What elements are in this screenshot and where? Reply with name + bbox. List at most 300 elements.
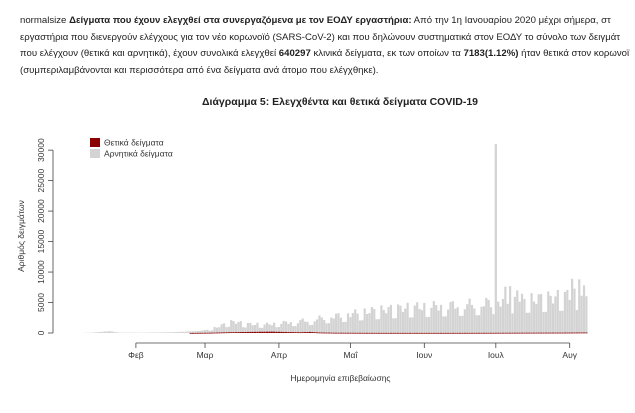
positive-bar xyxy=(402,333,404,334)
positive-bar xyxy=(447,333,449,334)
negative-bar xyxy=(213,327,215,333)
x-axis-label: Ημερομηνία επιβεβαίωσης xyxy=(290,373,391,383)
positive-bar xyxy=(314,332,316,333)
positive-bar xyxy=(547,333,549,334)
negative-bar xyxy=(492,314,494,333)
positive-bar xyxy=(581,333,583,334)
positive-bar xyxy=(359,333,361,334)
negative-bar xyxy=(111,332,113,333)
positive-bar xyxy=(244,332,246,333)
negative-bar xyxy=(211,330,213,333)
negative-bar xyxy=(299,320,301,333)
negative-bar xyxy=(390,305,392,333)
negative-bar xyxy=(256,323,258,333)
positive-bar xyxy=(395,333,397,334)
positive-bar xyxy=(407,333,409,334)
negative-bar xyxy=(228,327,230,333)
positive-bar xyxy=(352,333,354,334)
positive-bar xyxy=(197,333,199,334)
positive-bar xyxy=(480,333,482,334)
negative-bar xyxy=(194,331,196,333)
positive-bar xyxy=(254,332,256,333)
total-samples-value: 640297 xyxy=(278,48,311,59)
negative-bar xyxy=(454,309,456,333)
positive-bar xyxy=(504,333,506,334)
positive-bar xyxy=(297,332,299,333)
negative-bar xyxy=(247,323,249,333)
negative-bar xyxy=(166,332,168,333)
x-tick-label: Μαΐ xyxy=(343,350,358,360)
negative-bar xyxy=(530,293,532,333)
positive-bar xyxy=(316,332,318,333)
positive-bar xyxy=(423,333,425,334)
negative-bar xyxy=(511,313,513,333)
positive-bar xyxy=(578,333,580,334)
negative-bar xyxy=(392,318,394,333)
negative-bar xyxy=(116,332,118,333)
positive-bar xyxy=(311,332,313,333)
positive-bar xyxy=(392,333,394,334)
negative-bar xyxy=(306,322,308,333)
negative-bar xyxy=(159,332,161,333)
negative-bar xyxy=(383,310,385,333)
negative-bar xyxy=(378,319,380,333)
negative-bar xyxy=(504,287,506,333)
positive-bar xyxy=(459,333,461,334)
positive-bar xyxy=(378,333,380,334)
positive-bar xyxy=(561,333,563,334)
negative-bar xyxy=(359,320,361,333)
positive-bar xyxy=(573,333,575,334)
negative-bar xyxy=(404,309,406,333)
positive-samples-value: 7183(1.12%) xyxy=(463,48,519,59)
positive-bar xyxy=(206,333,208,334)
positive-bar xyxy=(228,332,230,333)
negative-bars xyxy=(85,144,588,333)
negative-bar xyxy=(423,303,425,333)
negative-bar xyxy=(221,324,223,333)
positive-bar xyxy=(325,333,327,334)
negative-bar xyxy=(292,326,294,333)
negative-bar xyxy=(519,302,521,333)
y-tick-label: 0 xyxy=(36,330,46,336)
negative-bar xyxy=(488,300,490,333)
negative-bar xyxy=(457,307,459,333)
y-tick-label: 15000 xyxy=(36,229,46,254)
paragraph-line-3-b: κλινικά δείγματα, εκ των οποίων τα xyxy=(310,48,464,59)
positive-bar xyxy=(230,332,232,333)
negative-bar xyxy=(335,314,337,333)
negative-bar xyxy=(402,312,404,333)
positive-bar xyxy=(516,333,518,334)
positive-bar xyxy=(290,332,292,333)
negative-bar xyxy=(552,303,554,333)
positive-bar xyxy=(335,333,337,334)
paragraph-line-3-c: ήταν θετικά στον κορωνοϊ xyxy=(518,48,630,59)
positive-bar xyxy=(323,333,325,334)
negative-bar xyxy=(376,319,378,333)
negative-bar xyxy=(438,311,440,333)
positive-bar xyxy=(585,333,587,334)
negative-bar xyxy=(297,323,299,333)
positive-bar xyxy=(283,332,285,333)
negative-bar xyxy=(559,311,561,333)
negative-bar xyxy=(230,320,232,333)
positive-bar xyxy=(557,333,559,334)
positive-bar xyxy=(192,333,194,334)
positive-bar xyxy=(390,333,392,334)
positive-bar xyxy=(559,333,561,334)
chart-title: Διάγραμμα 5: Ελεγχθέντα και θετικά δείγματα COVID-19 xyxy=(201,96,479,108)
paragraph-prefix: normalsize xyxy=(20,15,70,26)
positive-bar xyxy=(511,333,513,334)
negative-bar xyxy=(433,301,435,333)
negative-bar xyxy=(204,330,206,333)
negative-bar xyxy=(523,299,525,333)
negative-bar xyxy=(395,318,397,333)
positive-bar xyxy=(285,332,287,333)
negative-bar xyxy=(507,304,509,333)
negative-bar xyxy=(440,305,442,333)
paragraph-line-2: εργαστήρια που διενεργούν ελέγχους για τον νέο κορωνοϊό (SARS-CoV-2) και που δηλώνουν συστηματικά στον ΕΟΔΥ το σύνολο των δειγμάτ xyxy=(20,31,621,43)
negative-bar xyxy=(206,330,208,333)
negative-bar xyxy=(442,316,444,333)
negative-bar xyxy=(495,144,497,333)
negative-bar xyxy=(342,322,344,333)
negative-bar xyxy=(502,299,504,333)
positive-bar xyxy=(249,332,251,333)
positive-bar xyxy=(204,333,206,334)
positive-bar xyxy=(569,333,571,334)
positive-bar xyxy=(280,332,282,333)
negative-bar xyxy=(340,318,342,333)
negative-bar xyxy=(466,304,468,333)
negative-bar xyxy=(352,313,354,333)
positive-bar xyxy=(399,333,401,334)
negative-bar xyxy=(535,304,537,333)
positive-bar xyxy=(414,333,416,334)
negative-bar xyxy=(156,332,158,333)
positive-bar xyxy=(473,333,475,334)
positive-bar xyxy=(535,333,537,334)
paragraph-line-1-rest: Από την 1η Ιανουαρίου 2020 μέχρι σήμερα, στ xyxy=(411,15,611,26)
negative-bar xyxy=(368,313,370,333)
positive-bar xyxy=(318,333,320,334)
positive-bar xyxy=(421,333,423,334)
negative-bar xyxy=(187,332,189,333)
positive-bar xyxy=(454,333,456,334)
negative-bar xyxy=(266,323,268,333)
negative-bar xyxy=(578,279,580,333)
negative-bar xyxy=(566,290,568,333)
x-tick-label: Αυγ xyxy=(562,350,578,360)
positive-bar xyxy=(469,333,471,334)
positive-bar xyxy=(466,333,468,334)
chart-legend xyxy=(90,138,173,159)
positive-bar xyxy=(514,333,516,334)
negative-bar xyxy=(106,331,108,333)
negative-bar xyxy=(316,319,318,333)
negative-bar xyxy=(445,316,447,333)
negative-bar xyxy=(514,297,516,333)
negative-bar xyxy=(554,296,556,333)
negative-bar xyxy=(304,322,306,333)
positive-bar xyxy=(507,333,509,334)
positive-bar xyxy=(328,333,330,334)
negative-bar xyxy=(469,299,471,333)
positive-bar xyxy=(445,333,447,334)
negative-bar xyxy=(190,331,192,333)
positive-bar xyxy=(566,333,568,334)
positive-bar xyxy=(330,333,332,334)
positive-bar xyxy=(373,333,375,334)
negative-bar xyxy=(373,309,375,333)
negative-bar xyxy=(533,302,535,333)
chart-axes xyxy=(16,138,578,383)
negative-bar xyxy=(233,321,235,333)
y-tick-label: 5000 xyxy=(36,293,46,312)
positive-bar xyxy=(485,333,487,334)
negative-bar xyxy=(385,313,387,333)
positive-bar xyxy=(495,333,497,334)
negative-bar xyxy=(318,315,320,333)
positive-bar xyxy=(213,333,215,334)
positive-bar xyxy=(266,332,268,333)
negative-bar xyxy=(264,324,266,333)
legend-label: Θετικά δείγματα xyxy=(104,137,164,148)
positive-bar xyxy=(476,333,478,334)
positive-bar xyxy=(442,333,444,334)
positive-bar xyxy=(361,333,363,334)
negative-bar xyxy=(240,321,242,333)
negative-bar xyxy=(113,332,115,333)
positive-bar xyxy=(294,332,296,333)
negative-bar xyxy=(569,300,571,333)
positive-bar xyxy=(521,333,523,334)
negative-bar xyxy=(528,313,530,333)
negative-bar xyxy=(314,321,316,333)
positive-bar xyxy=(387,333,389,334)
positive-bar xyxy=(409,333,411,334)
positive-bar xyxy=(302,332,304,333)
positive-bar xyxy=(538,333,540,334)
negative-bar xyxy=(345,322,347,333)
positive-bar xyxy=(304,332,306,333)
positive-bar xyxy=(519,333,521,334)
negative-bar xyxy=(209,331,211,333)
positive-bar xyxy=(449,333,451,334)
negative-bar xyxy=(550,296,552,333)
negative-bar xyxy=(325,323,327,333)
negative-bar xyxy=(178,332,180,333)
positive-bar xyxy=(371,333,373,334)
positive-bar xyxy=(349,333,351,334)
negative-bar xyxy=(302,319,304,333)
negative-bar xyxy=(452,301,454,333)
x-tick-label: Μαρ xyxy=(196,350,214,360)
positive-bar xyxy=(397,333,399,334)
positive-bar xyxy=(275,332,277,333)
positive-bar xyxy=(478,333,480,334)
negative-bar xyxy=(192,331,194,333)
paragraph-heading: Δείγματα που έχουν ελεγχθεί στα συνεργαζόμενα με τον ΕΟΔΥ εργαστήρια: xyxy=(69,15,412,26)
positive-bar xyxy=(278,332,280,333)
positive-bar xyxy=(550,333,552,334)
positive-bar xyxy=(526,333,528,334)
negative-bar xyxy=(542,312,544,333)
positive-bar xyxy=(268,332,270,333)
positive-bar xyxy=(233,332,235,333)
negative-bar xyxy=(290,322,292,333)
positive-bar xyxy=(383,333,385,334)
negative-bar xyxy=(294,326,296,333)
positive-bar xyxy=(564,333,566,334)
positive-bar xyxy=(259,332,261,333)
negative-bar xyxy=(399,306,401,333)
negative-bar xyxy=(540,294,542,333)
negative-bar xyxy=(349,317,351,333)
positive-bar xyxy=(499,333,501,334)
negative-bar xyxy=(225,327,227,333)
negative-bar xyxy=(583,285,585,333)
negative-bar xyxy=(330,318,332,333)
negative-bar xyxy=(354,309,356,333)
positive-bar xyxy=(452,333,454,334)
negative-bar xyxy=(449,302,451,333)
positive-bar xyxy=(416,333,418,334)
negative-bar xyxy=(428,317,430,333)
positive-bar xyxy=(435,333,437,334)
negative-bar xyxy=(101,332,103,333)
negative-bar xyxy=(180,332,182,333)
positive-bar xyxy=(221,332,223,333)
positive-bar xyxy=(271,332,273,333)
negative-bar xyxy=(409,317,411,333)
negative-bar xyxy=(216,328,218,333)
negative-bar xyxy=(99,332,101,333)
y-tick-label: 20000 xyxy=(36,199,46,223)
negative-bar xyxy=(387,307,389,333)
positive-bar xyxy=(194,333,196,334)
y-tick-label: 10000 xyxy=(36,260,46,284)
positive-bar xyxy=(404,333,406,334)
negative-bar xyxy=(366,314,368,333)
negative-bar xyxy=(197,331,199,333)
negative-bar xyxy=(161,332,163,333)
negative-bar xyxy=(430,308,432,333)
positive-bar xyxy=(264,332,266,333)
paragraph-line-4: (συμπεριλαμβάνονται και περισσότερα από ένα δείγματα ανά άτομο που ελέγχθηκε). xyxy=(20,64,379,76)
negative-bar xyxy=(480,307,482,333)
negative-bar xyxy=(104,332,106,333)
negative-bar xyxy=(407,303,409,333)
positive-bar xyxy=(356,333,358,334)
positive-bar xyxy=(225,332,227,333)
negative-bar xyxy=(287,324,289,333)
negative-bar xyxy=(323,320,325,333)
negative-bar xyxy=(576,310,578,333)
y-tick-label: 25000 xyxy=(36,168,46,193)
positive-bar xyxy=(545,333,547,334)
positive-bar xyxy=(337,333,339,334)
negative-bar xyxy=(380,305,382,333)
negative-bar xyxy=(202,330,204,333)
positive-bar xyxy=(342,333,344,334)
negative-bar xyxy=(347,313,349,333)
negative-bar xyxy=(175,332,177,333)
positive-bar xyxy=(533,333,535,334)
positive-bar xyxy=(223,332,225,333)
negative-bar xyxy=(557,290,559,333)
positive-bar xyxy=(540,333,542,334)
negative-bar xyxy=(397,304,399,333)
legend-label: Αρνητικά δείγματα xyxy=(104,148,173,159)
negative-bar xyxy=(485,298,487,333)
positive-bar xyxy=(488,333,490,334)
positive-bar xyxy=(492,333,494,334)
positive-bar xyxy=(509,333,511,334)
negative-bar xyxy=(168,332,170,333)
negative-bar xyxy=(526,313,528,333)
negative-bar xyxy=(581,296,583,333)
positive-bar xyxy=(368,333,370,334)
negative-bar xyxy=(571,279,573,333)
negative-bar xyxy=(478,315,480,333)
negative-bar xyxy=(309,325,311,333)
positive-bar xyxy=(202,333,204,334)
negative-bar xyxy=(499,307,501,333)
negative-bar xyxy=(311,325,313,333)
negative-bar xyxy=(421,310,423,333)
positive-bar xyxy=(380,333,382,334)
negative-bar xyxy=(328,323,330,333)
negative-bar xyxy=(199,331,201,333)
positive-bar xyxy=(345,333,347,334)
negative-bar xyxy=(509,286,511,333)
positive-bar xyxy=(247,332,249,333)
negative-bar xyxy=(461,316,463,333)
negative-bar xyxy=(163,332,165,333)
positive-bar xyxy=(385,333,387,334)
positive-bar xyxy=(333,333,335,334)
positive-bar xyxy=(542,333,544,334)
positive-bar xyxy=(240,332,242,333)
positive-bar xyxy=(433,333,435,334)
negative-bar xyxy=(109,331,111,333)
negative-bar xyxy=(418,309,420,333)
negative-bar xyxy=(464,309,466,333)
negative-bar xyxy=(447,309,449,333)
paragraph-line-3-a: που ελέγχουν (θετικά και αρνητικά), έχουν συνολικά ελεγχθεί xyxy=(20,48,279,59)
negative-bar xyxy=(94,332,96,333)
x-tick-label: Ιουν xyxy=(416,350,433,360)
negative-bar xyxy=(254,325,256,333)
negative-bar xyxy=(280,324,282,333)
positive-bar xyxy=(426,333,428,334)
positive-bar xyxy=(299,332,301,333)
negative-bar xyxy=(426,317,428,333)
positive-bar xyxy=(273,332,275,333)
negative-bar xyxy=(361,320,363,333)
positive-bar xyxy=(211,333,213,334)
positive-bar xyxy=(256,332,258,333)
positive-bar xyxy=(235,332,237,333)
negative-bar xyxy=(321,317,323,333)
positive-bar xyxy=(292,332,294,333)
positive-bar xyxy=(438,333,440,334)
positive-bar xyxy=(242,332,244,333)
positive-bar xyxy=(354,333,356,334)
